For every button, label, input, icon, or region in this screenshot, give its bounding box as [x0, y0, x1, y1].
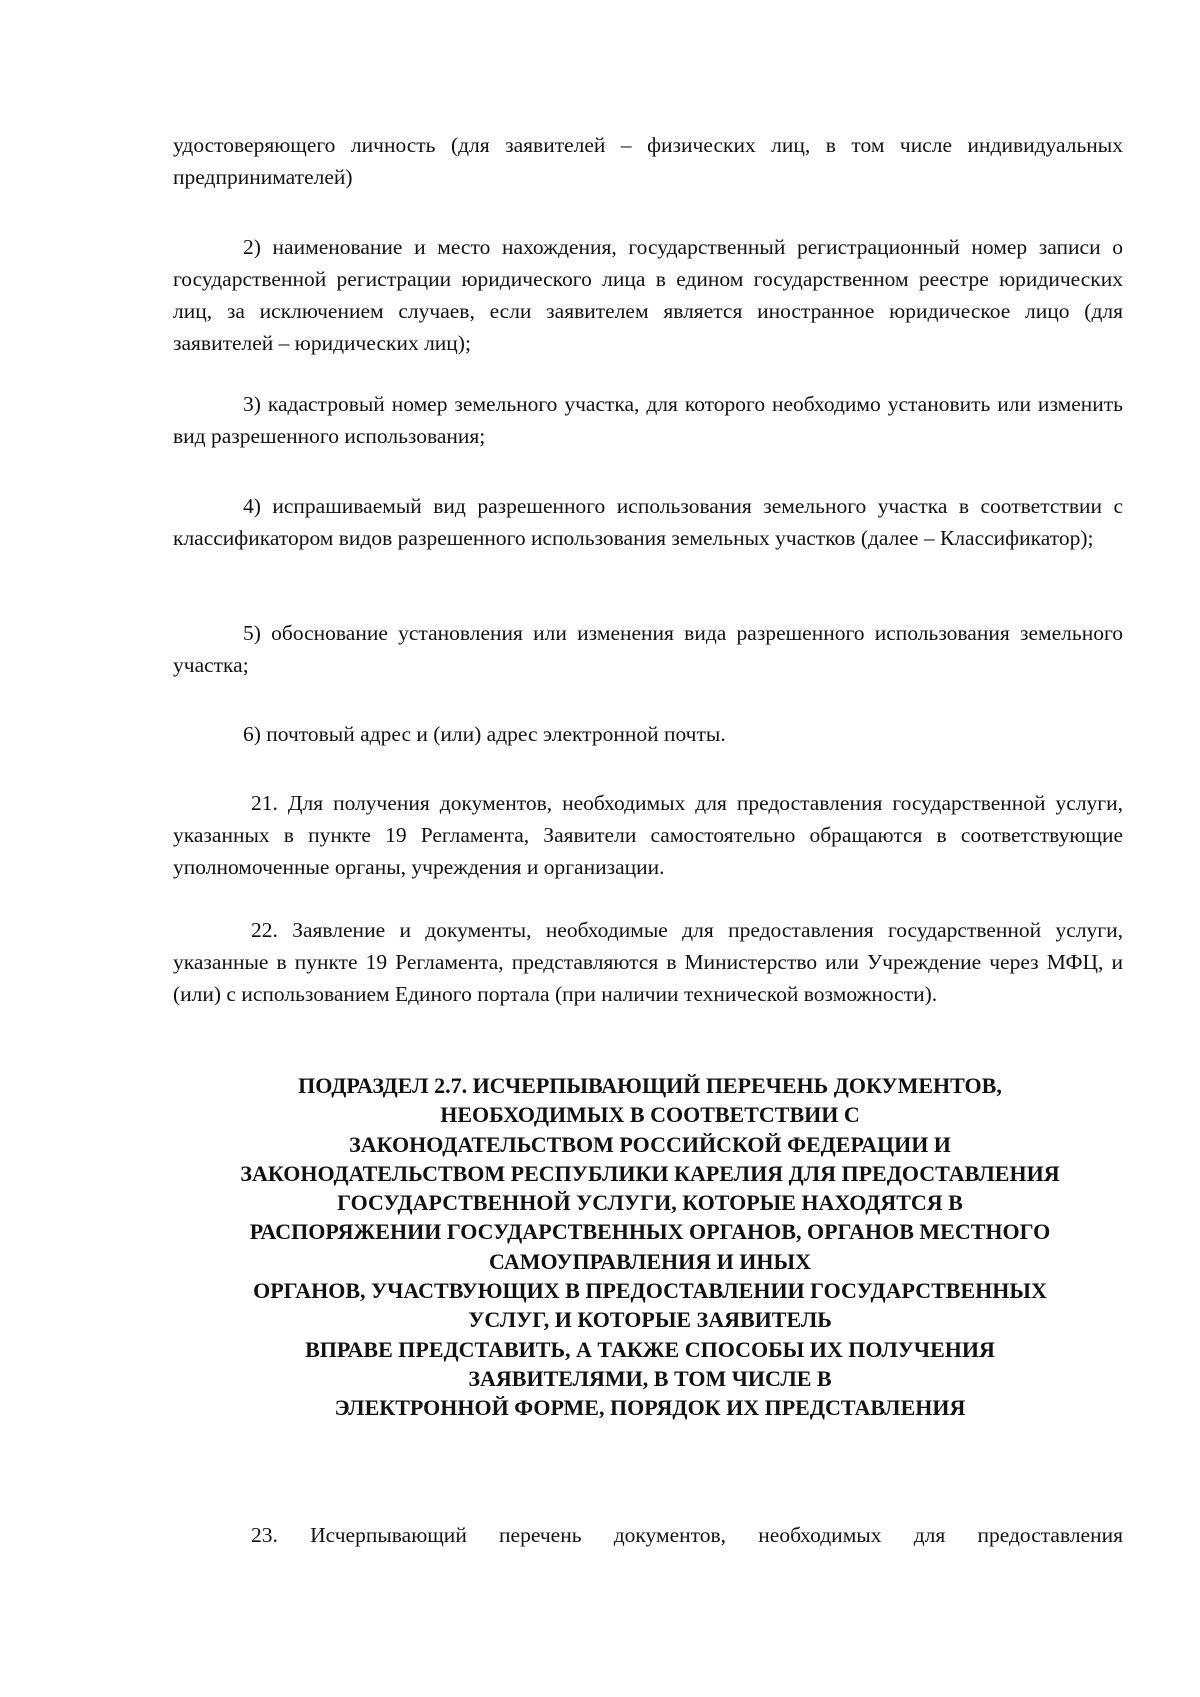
heading-line: ПОДРАЗДЕЛ 2.7. ИСЧЕРПЫВАЮЩИЙ ПЕРЕЧЕНЬ ДОКУМЕНТОВ, — [298, 1073, 1002, 1098]
heading-line: ЗАЯВИТЕЛЯМИ, В ТОМ ЧИСЛЕ В — [468, 1365, 832, 1391]
heading-line: НЕОБХОДИМЫХ В СООТВЕТСТВИИ С — [440, 1102, 860, 1128]
paragraph-item-6: 6) почтовый адрес и (или) адрес электронной почты. — [243, 722, 726, 746]
heading-line: ЗАКОНОДАТЕЛЬСТВОМ РОССИЙСКОЙ ФЕДЕРАЦИИ И — [349, 1131, 951, 1157]
heading-line: ЗАКОНОДАТЕЛЬСТВОМ РЕСПУБЛИКИ КАРЕЛИЯ ДЛЯ ПРЕДОСТАВЛЕНИЯ — [240, 1160, 1060, 1186]
paragraph-identity-document: удостоверяющего личность (для заявителей – физических лиц, в том числе индивидуальных предпринимателей) — [173, 133, 1123, 189]
paragraph-item-3: 3) кадастровый номер земельного участка, для которого необходимо установить или изменить вид разрешенного использования; — [173, 392, 1123, 448]
paragraph-item-5: 5) обоснование установления или изменения вида разрешенного использования земельного участка; — [173, 621, 1123, 677]
paragraph-item-2: 2) наименование и место нахождения, государственный регистрационный номер записи о государственной регистрации юридического лица в едином государственном реестре юридических лиц, за исключением случаев, если заявителем является иностранное юридическое лицо (для заявителей – юридических лиц); — [173, 235, 1123, 355]
heading-line: ОРГАНОВ, УЧАСТВУЮЩИХ В ПРЕДОСТАВЛЕНИИ ГОСУДАРСТВЕННЫХ — [253, 1278, 1047, 1304]
heading-line: ГОСУДАРСТВЕННОЙ УСЛУГИ, КОТОРЫЕ НАХОДЯТСЯ В — [337, 1190, 963, 1216]
paragraph-section-23: 23. Исчерпывающий перечень документов, необходимых для предоставления — [251, 1523, 1123, 1547]
heading-line: ЭЛЕКТРОННОЙ ФОРМЕ, ПОРЯДОК ИХ ПРЕДСТАВЛЕНИЯ — [334, 1395, 966, 1421]
paragraph-section-22: 22. Заявление и документы, необходимые для предоставления государственной услуги, указанные в пункте 19 Регламента, представляются в Министерство или Учреждение через МФЦ, и (или) с использованием Единого портала (при наличии технической возможности). — [173, 918, 1123, 1006]
heading-line: САМОУПРАВЛЕНИЯ И ИНЫХ — [489, 1248, 811, 1274]
subsection-heading — [150, 1071, 1150, 1423]
paragraph-item-4: 4) испрашиваемый вид разрешенного использования земельного участка в соответствии с классификатором видов разрешенного использования земельных участков (далее – Классификатор); — [173, 494, 1123, 550]
heading-line: РАСПОРЯЖЕНИИ ГОСУДАРСТВЕННЫХ ОРГАНОВ, ОРГАНОВ МЕСТНОГО — [249, 1219, 1051, 1245]
heading-line: ВПРАВЕ ПРЕДСТАВИТЬ, А ТАКЖЕ СПОСОБЫ ИХ ПОЛУЧЕНИЯ — [305, 1336, 995, 1362]
heading-line: УСЛУГ, И КОТОРЫЕ ЗАЯВИТЕЛЬ — [468, 1307, 832, 1333]
paragraph-section-21: 21. Для получения документов, необходимых для предоставления государственной услуги, указанных в пункте 19 Регламента, Заявители самостоятельно обращаются в соответствующие уполномоченные органы, учреждения и организации. — [173, 791, 1123, 879]
